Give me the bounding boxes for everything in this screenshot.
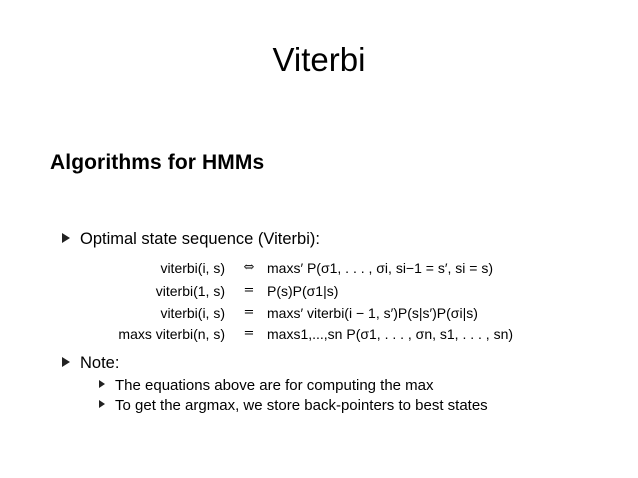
equation-lhs: maxs viterbi(n, s): [118, 326, 225, 342]
equation-lhs: viterbi(1, s): [155, 283, 225, 299]
equation-row-2: [0, 281, 638, 301]
bullet-note: [62, 353, 119, 373]
equation-lhs: viterbi(i, s): [160, 305, 225, 321]
sub-bullet-max: [99, 377, 434, 395]
equation-rhs: maxs′ viterbi(i − 1, s′)P(s|s′)P(σi|s): [267, 305, 478, 321]
bullet-triangle-icon: [62, 357, 70, 367]
bullet-note-label: Note:: [80, 354, 120, 372]
bullet-optimal-state: [62, 229, 320, 249]
equation-row-4: [0, 324, 638, 344]
bullet-optimal-label: Optimal state sequence (Viterbi):: [80, 230, 320, 248]
equation-relation: =: [243, 326, 255, 341]
section-heading: Algorithms for HMMs: [50, 151, 265, 174]
equation-relation: =: [243, 283, 255, 298]
equation-row-1: [0, 258, 638, 278]
equation-row-3: [0, 303, 638, 323]
sub-bullet-argmax-label: To get the argmax, we store back-pointers to best states: [115, 397, 488, 414]
equation-lhs: viterbi(i, s): [160, 260, 225, 276]
bullet-triangle-icon: [62, 233, 70, 243]
sub-bullet-max-label: The equations above are for computing the max: [115, 377, 434, 394]
sub-bullet-triangle-icon: [99, 400, 105, 408]
equation-relation: =: [243, 305, 255, 320]
equation-rhs: P(s)P(σ1|s): [267, 283, 339, 299]
equation-rhs: maxs1,...,sn P(σ1, . . . , σn, s1, . . . , sn): [267, 326, 514, 342]
sub-bullet-triangle-icon: [99, 380, 105, 388]
sub-bullet-argmax: [99, 397, 488, 415]
equation-rhs: maxs′ P(σ1, . . . , σi, si−1 = s′, si = s): [267, 260, 493, 276]
slide-title: Viterbi: [272, 41, 366, 78]
equation-relation: ⇔: [243, 260, 255, 275]
